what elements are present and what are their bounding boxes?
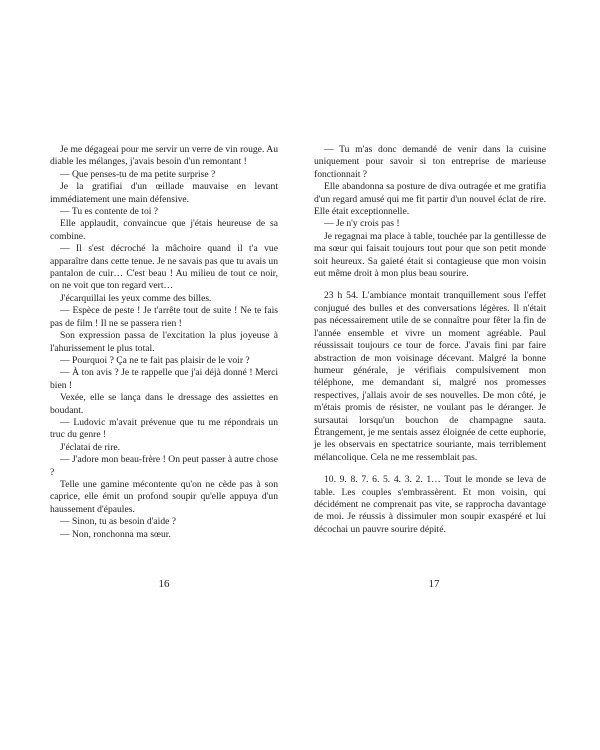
paragraph: Son expression passa de l'excitation la plus joyeuse à l'ahurissement le plus total. — [50, 330, 278, 354]
paragraph: — Je n'y crois pas ! — [324, 218, 400, 230]
page-number-right: 17 — [428, 578, 440, 590]
paragraph: Elle abandonna sa posture de diva outragée et me gratifia d'un regard amusé qui me fit partir d'un nouvel éclat de rire. Elle était exceptionnelle. — [314, 181, 546, 218]
paragraph: 10. 9. 8. 7. 6. 5. 4. 3. 2. 1… Tout le monde se leva de table. Les couples s'embrassèrent. Et mon voisin, qui décidément ne comprenait pas vite, se rapprocha davantage de moi. Je réussis à dissimuler mon soupir exaspéré et lui décochai un pauvre sourire dépité. — [314, 474, 546, 535]
paragraph: Elle applaudit, convaincue que j'étais heureuse de sa combine. — [50, 218, 278, 242]
paragraph: — J'adore mon beau-frère ! On peut passer à autre chose ? — [50, 454, 278, 478]
paragraph: — À ton avis ? Je te rappelle que j'ai déjà donné ! Merci bien ! — [50, 367, 278, 391]
paragraph: Vexée, elle se lança dans le dressage des assiettes en boudant. — [50, 392, 278, 416]
paragraph: 23 h 54. L'ambiance montait tranquillement sous l'effet conjugué des bulles et des conversations légères. Il n'était pas nécessairement utile de se connaître pour fêter la fin de l'année ensemble et vivre un moment agréable. Paul réussissait toujours ce tour de force. J'avais fini par faire abstraction de mon voisinage décevant. Malgré la bonne humeur générale, je vérifiais compulsivement mon téléphone, me demandant si, malgré nos promesses respectives, j'allais avoir de ses nouvelles. De mon côté, je m'étais promis de résister, ne voulant pas le déranger. Je sursautai lorsqu'un bouchon de champagne sauta. Étrangement, je me sentais assez éloignée de cette euphorie, je les observais en spectatrice souriante, mais terriblement mélancolique. Cela ne me ressemblait pas. — [314, 290, 546, 463]
paragraph: — Espèce de peste ! Je t'arrête tout de suite ! Ne te fais pas de film ! Il ne se passera rien ! — [50, 305, 278, 329]
paragraph: — Pourquoi ? Ça ne te fait pas plaisir de le voir ? — [60, 354, 250, 366]
paragraph: — Tu m'as donc demandé de venir dans la cuisine uniquement pour savoir si ton entreprise de marieuse fonctionnait ? — [314, 144, 546, 180]
paragraph: J'éclatai de rire. — [60, 441, 121, 453]
paragraph: Je me dégageai pour me servir un verre de vin rouge. Au diable les mélanges, j'avais besoin d'un remontant ! — [50, 144, 278, 168]
right-page-text — [314, 144, 546, 536]
paragraph: — Que penses-tu de ma petite surprise ? — [60, 168, 216, 180]
paragraph: — Tu es contente de toi ? — [60, 206, 159, 218]
paragraph: Telle une gamine mécontente qu'on ne cède pas à son caprice, elle émit un profond soupir qu'elle appuya d'un haussement d'épaules. — [50, 478, 278, 515]
page-number-left: 16 — [158, 578, 170, 590]
paragraph: — Non, ronchonna ma sœur. — [60, 528, 171, 540]
paragraph: J'écarquillai les yeux comme des billes. — [60, 292, 212, 304]
paragraph: — Ludovic m'avait prévenue que tu me répondrais un truc du genre ! — [50, 416, 278, 441]
paragraph: — Sinon, tu as besoin d'aide ? — [60, 516, 177, 528]
paragraph: Je regagnai ma place à table, touchée par la gentillesse de ma sœur qui faisait toujours tout pour que son petit monde soit heureux. Sa gaieté était si contagieuse que mon voisin eut même droit à mon plus beau sourire. — [314, 230, 546, 280]
paragraph: — Il s'est décroché la mâchoire quand il t'a vue apparaître dans cette tenue. Je ne savais pas que tu avais un pantalon de cuir… C'est beau ! Au milieu de tout ce noir, on ne voit que ton regard vert… — [50, 243, 278, 292]
left-page-text — [50, 144, 278, 541]
paragraph: Je la gratifiai d'un œillade mauvaise en levant immédiatement une main défensive. — [50, 181, 278, 205]
